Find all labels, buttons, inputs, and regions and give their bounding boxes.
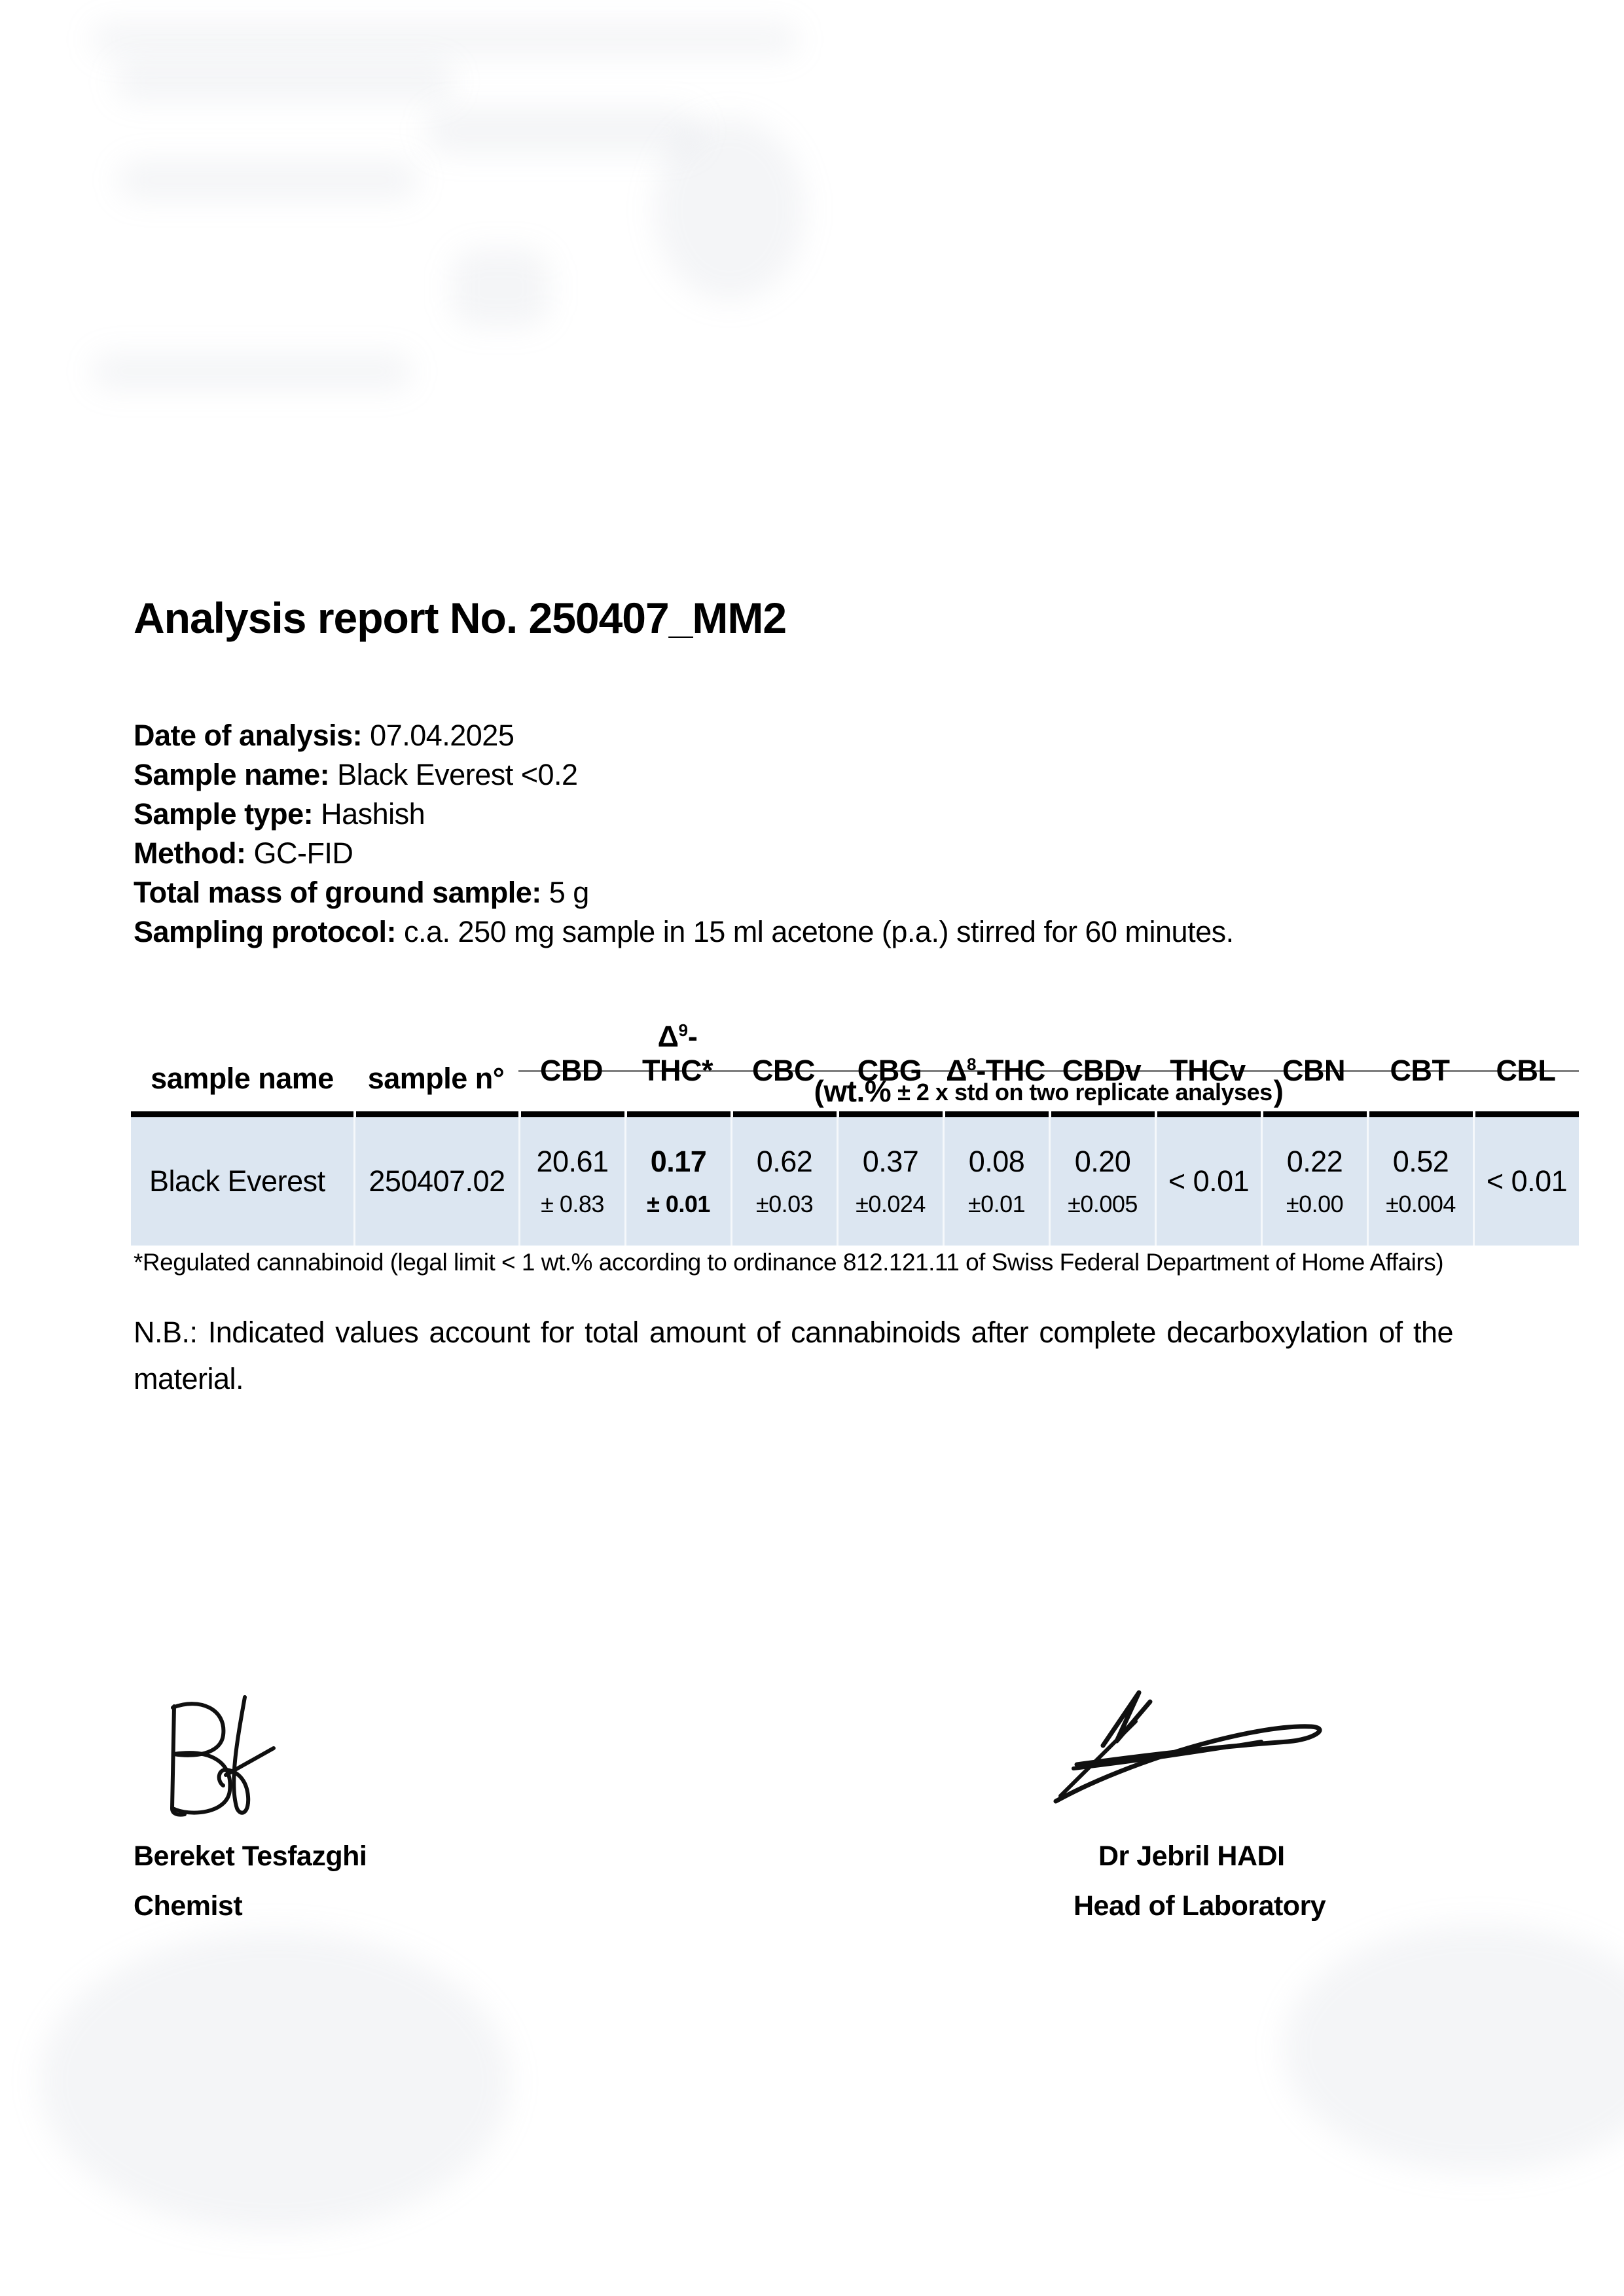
units-caption-open: (wt.% [814,1073,892,1108]
sample-name-cell: Black Everest [149,1164,325,1198]
nb-note: N.B.: Indicated values account for total amount of cannabinoids after complete decarboxylation of the material. [134,1316,1453,1395]
meta-line [134,873,1234,912]
column-header: CBDv [1062,1054,1142,1087]
meta-label: Sample type: [134,797,314,831]
faint-smudge [655,118,805,301]
meta-line [134,755,1234,795]
meta-value: GC-FID [245,836,353,870]
measured-value: 0.62 [756,1145,813,1178]
signer-role-right: Head of Laboratory [1074,1890,1326,1922]
meta-line [134,834,1234,873]
meta-block [134,716,1234,952]
column-header: CBN [1282,1054,1345,1087]
meta-line [134,795,1234,834]
table-rule-segment [131,1111,353,1117]
signer-name-right: Dr Jebril HADI [1098,1840,1285,1872]
uncertainty-value: ±0.004 [1386,1191,1456,1217]
uncertainty-value: ±0.024 [856,1191,926,1217]
table-rule-segment [1049,1111,1155,1117]
faint-smudge [92,23,799,56]
faint-smudge [92,353,412,389]
head-of-laboratory-signature [1038,1683,1345,1818]
table-row [131,1117,1579,1246]
meta-label: Method: [134,836,246,870]
table-rule-segment [1155,1111,1261,1117]
value-cell [1367,1117,1473,1246]
column-header: CBL [1496,1054,1556,1087]
signer-role-left: Chemist [134,1890,243,1922]
value-cell [1261,1117,1367,1246]
faint-smudge [115,62,455,101]
meta-label: Total mass of ground sample: [134,876,541,909]
column-header: $\Delta^8$-THC [946,1054,1045,1087]
table-rule-segment [1473,1111,1579,1117]
measured-value: 0.08 [968,1145,1025,1178]
meta-label: Date of analysis: [134,719,363,752]
uncertainty-value: ±0.00 [1286,1191,1344,1217]
units-caption [518,1072,1579,1109]
column-header-sample-no: sample n° [367,1062,505,1095]
results-table [131,1020,1579,1246]
meta-line [134,716,1234,755]
faint-smudge [452,249,550,327]
table-rule-segment [731,1111,837,1117]
table-rule-segment [1367,1111,1473,1117]
faint-smudge [39,1931,511,2232]
table-rule-segment [353,1111,518,1117]
measured-value: 0.52 [1392,1145,1449,1178]
faint-smudge [1283,1924,1624,2173]
table-rule-segment [624,1111,731,1117]
analyte-header-group [518,1020,1579,1111]
value-cell [1473,1117,1579,1246]
meta-value: 5 g [541,876,589,909]
measured-value: 0.37 [862,1145,919,1178]
uncertainty-value: ±0.03 [755,1191,814,1217]
header-bottom-rule [131,1111,1579,1117]
page-title: Analysis report No. 250407_MM2 [134,594,787,642]
column-header: CBG [857,1054,922,1087]
column-header: CBT [1390,1054,1450,1087]
table-rule-segment [943,1111,1049,1117]
column-header: CBD [540,1054,603,1087]
column-header: THCv [1170,1054,1246,1087]
measured-value: 0.20 [1074,1145,1131,1178]
signer-name-left: Bereket Tesfazghi [134,1840,367,1872]
meta-value: c.a. 250 mg sample in 15 ml acetone (p.a.) stirred for 60 minutes. [396,915,1234,948]
chemist-signature [164,1692,278,1826]
value-cell [837,1117,943,1246]
table-rule-segment [518,1111,624,1117]
meta-value: Black Everest <0.2 [329,758,578,791]
value-cell [943,1117,1049,1246]
table-rule-segment [1261,1111,1367,1117]
measured-value: 20.61 [536,1145,609,1178]
uncertainty-value: ±0.005 [1068,1191,1138,1217]
units-caption-detail: ± 2 x std on two replicate analyses [897,1079,1272,1105]
faint-smudge [118,160,419,200]
meta-value: Hashish [313,797,425,831]
meta-value: 07.04.2025 [362,719,514,752]
table-header [131,1020,1579,1111]
uncertainty-value: ± 0.83 [541,1191,604,1217]
value-cell [518,1117,624,1246]
column-header: CBC [752,1054,815,1087]
meta-label: Sample name: [134,758,330,791]
measured-value: < 0.01 [1486,1164,1568,1198]
value-cell [624,1117,731,1246]
value-cell [1049,1117,1155,1246]
faint-smudge [425,108,700,154]
value-cell [731,1117,837,1246]
analyte-names-row [518,1020,1579,1087]
column-header-sample-name: sample name [151,1062,334,1095]
sample-no-cell: 250407.02 [353,1117,518,1246]
column-header: $\Delta^9-THC*$ [642,1020,713,1087]
table-rule-segment [837,1111,943,1117]
uncertainty-value: ±0.01 [967,1191,1026,1217]
meta-label: Sampling protocol: [134,915,396,948]
measured-value: < 0.01 [1168,1164,1250,1198]
measured-value: 0.17 [650,1145,707,1178]
measured-value: 0.22 [1286,1145,1343,1178]
regulated-cannabinoid-footnote: *Regulated cannabinoid (legal limit < 1 wt.% according to ordinance 812.121.11 of Swiss Federal Department of Home Affairs) [134,1249,1444,1276]
uncertainty-value: ± 0.01 [647,1191,710,1217]
units-caption-close: ) [1273,1073,1284,1108]
meta-line [134,912,1234,952]
value-cell [1155,1117,1261,1246]
